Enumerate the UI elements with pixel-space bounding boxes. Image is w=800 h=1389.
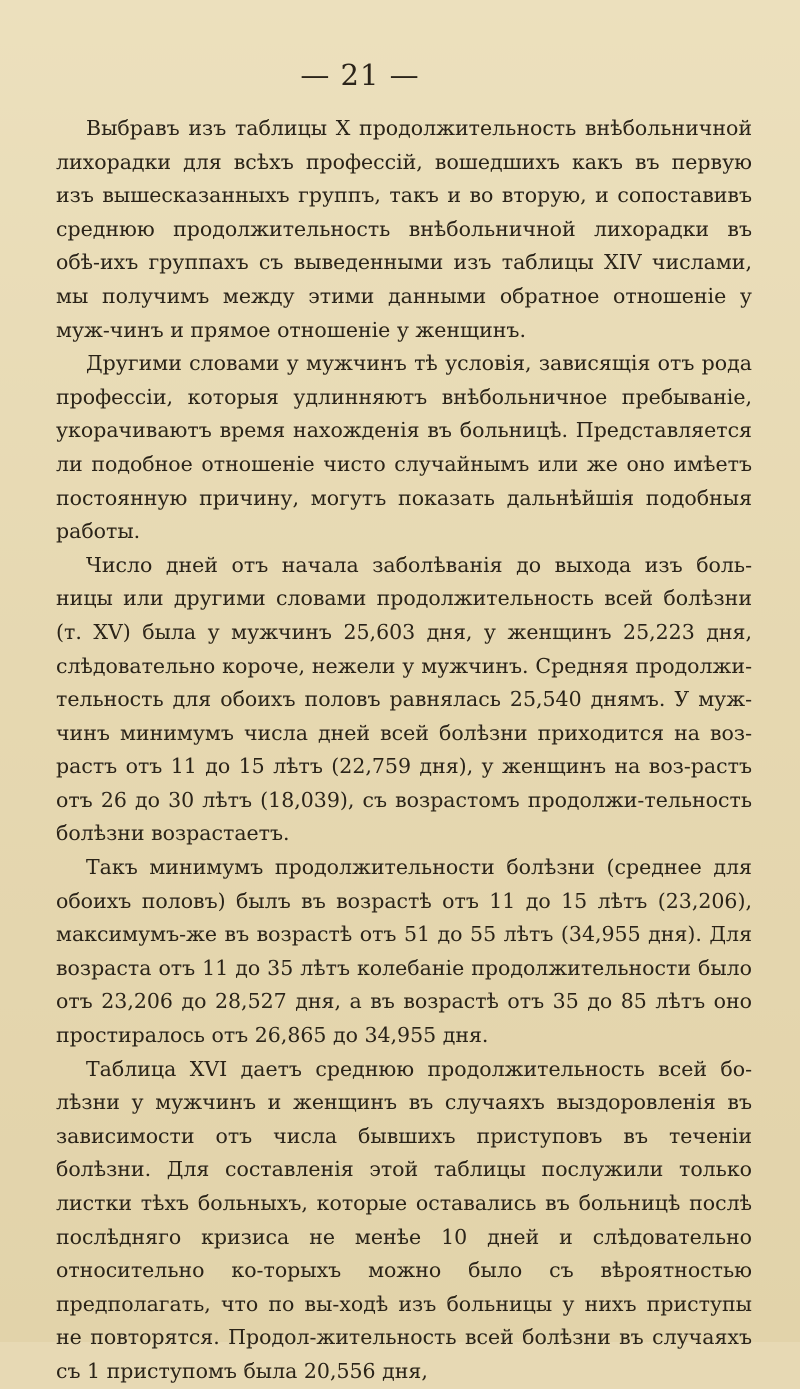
paragraph-5: Таблица XVI даетъ среднюю продолжительность всей бо-лѣзни у мужчинъ и женщинъ въ случаяхъ выздоровленія въ зависимости отъ числа бывшихъ приступовъ въ теченіи болѣзни. Для составленія этой таблицы послужили только листки тѣхъ больныхъ, которые оставались въ больницѣ послѣ послѣдняго кризиса не менѣе 10 дней и слѣдовательно относительно ко-торыхъ можно было съ вѣроятностью предполагать, что по вы-ходѣ изъ больницы у нихъ приступы не повторятся. Продол-жительность всей болѣзни въ случаяхъ съ 1 приступомъ была 20,556 дня,: [56, 1056, 752, 1383]
paragraph-2: Другими словами у мужчинъ тѣ условія, зависящія отъ рода профессіи, которыя удлинняютъ внѣбольничное пребываніе, укорачиваютъ время нахожденія въ больницѣ. Представляется ли подобное отношеніе чисто случайнымъ или же оно имѣетъ постоянную причину, могутъ показать дальнѣйшія подобныя работы.: [56, 351, 752, 544]
page-number: — 21 —: [300, 58, 420, 92]
paragraph-1: Выбравъ изъ таблицы X продолжительность внѣбольничной лихорадки для всѣхъ профессій, вошедшихъ какъ въ первую изъ вышесказанныхъ группъ, такъ и во вторую, и сопоставивъ среднюю продолжительность внѣбольничной лихорадки въ обѣ-ихъ группахъ съ выведенными изъ таблицы XIV числами, мы получимъ между этими данными обратное отношеніе у муж-чинъ и прямое отношеніе у женщинъ.: [56, 116, 752, 342]
paragraph-3: Число дней отъ начала заболѣванія до выхода изъ боль-ницы или другими словами продолжительность всей болѣзни (т. XV) была у мужчинъ 25,603 дня, у женщинъ 25,223 дня, слѣдовательно короче, нежели у мужчинъ. Средняя продолжи-тельность для обоихъ половъ равнялась 25,540 днямъ. У муж-чинъ минимумъ числа дней всей болѣзни приходится на воз-растъ отъ 11 до 15 лѣтъ (22,759 дня), у женщинъ на воз-растъ отъ 26 до 30 лѣтъ (18,039), съ возрастомъ продолжи-тельность болѣзни возрастаетъ.: [56, 552, 752, 846]
paragraph-4: Такъ минимумъ продолжительности болѣзни (среднее для обоихъ половъ) былъ въ возрастѣ отъ 11 до 15 лѣтъ (23,206), максимумъ-же въ возрастѣ отъ 51 до 55 лѣтъ (34,955 дня). Для возраста отъ 11 до 35 лѣтъ колебаніе продолжительности было отъ 23,206 до 28,527 дня, а въ возрастѣ отъ 35 до 85 лѣтъ оно простиралось отъ 26,865 до 34,955 дня.: [56, 855, 752, 1048]
body-text: [56, 112, 752, 1389]
